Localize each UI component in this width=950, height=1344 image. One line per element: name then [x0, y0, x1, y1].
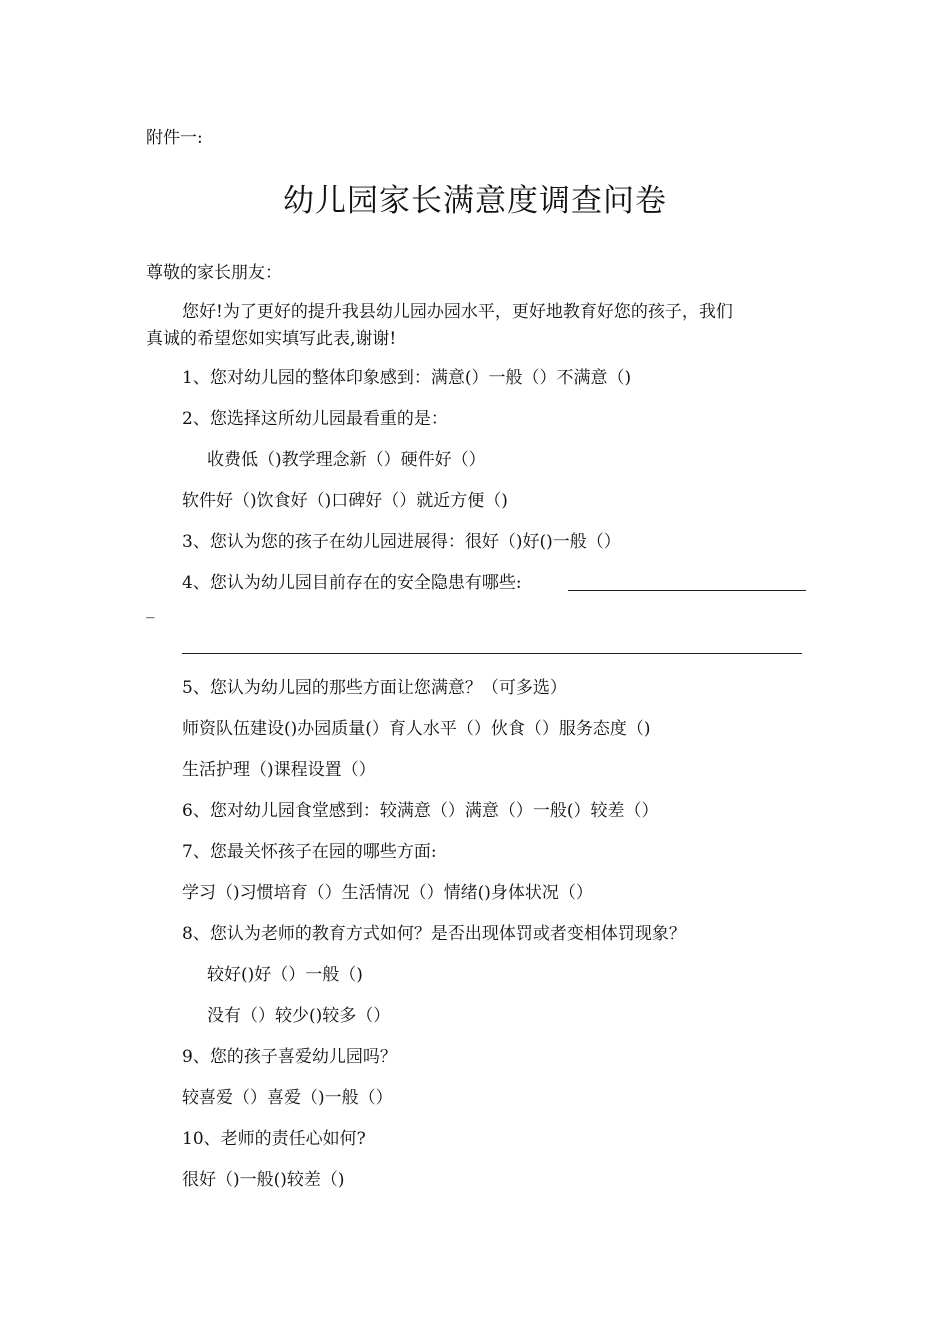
question-9: 9、您的孩子喜爱幼儿园吗？ [182, 1047, 397, 1067]
question-5: 5、您认为幼儿园的那些方面让您满意？（可多选） [182, 678, 567, 698]
salutation: 尊敬的家长朋友： [146, 263, 282, 283]
question-10-options: 很好（)一般()较差（) [182, 1170, 345, 1190]
question-2-options-a: 收费低（)教学理念新（）硬件好（） [207, 450, 486, 470]
question-5-options-a: 师资队伍建设()办园质量(）育人水平（）伙食（）服务态度（) [182, 719, 651, 739]
question-10: 10、老师的责任心如何? [182, 1129, 366, 1149]
answer-blank-line-1 [568, 590, 806, 591]
question-2-options-b: 软件好（)饮食好（)口碑好（）就近方便（) [182, 491, 508, 511]
question-6: 6、您对幼儿园食堂感到：较满意（）满意（）一般(）较差（） [182, 801, 659, 821]
question-5-options-b: 生活护理（)课程设置（） [182, 760, 376, 780]
question-8-options-a: 较好()好（）一般（) [207, 965, 363, 985]
question-8: 8、您认为老师的教育方式如何？是否出现体罚或者变相体罚现象？ [182, 924, 686, 944]
answer-blank-wrap: _ [146, 599, 155, 619]
question-1: 1、您对幼儿园的整体印象感到：满意(）一般（）不满意（) [182, 368, 632, 388]
question-9-options: 较喜爱（）喜爱（)一般（） [182, 1088, 393, 1108]
question-4: 4、您认为幼儿园目前存在的安全隐患有哪些: [182, 573, 522, 593]
question-2: 2、您选择这所幼儿园最看重的是： [182, 409, 448, 429]
intro-line-1: 您好!为了更好的提升我县幼儿园办园水平，更好地教育好您的孩子，我们 [182, 302, 733, 322]
question-7-options: 学习（)习惯培育（）生活情况（）情绪()身体状况（） [182, 883, 593, 903]
question-3: 3、您认为您的孩子在幼儿园进展得：很好（)好()一般（） [182, 532, 621, 552]
answer-blank-line-2 [182, 653, 802, 654]
page-title: 幼儿园家长满意度调查问卷 [283, 183, 667, 219]
question-8-options-b: 没有（）较少()较多（） [207, 1006, 391, 1026]
question-7: 7、您最关怀孩子在园的哪些方面: [182, 842, 437, 862]
attachment-label: 附件一: [146, 128, 203, 148]
intro-line-2: 真诚的希望您如实填写此表,谢谢! [146, 329, 397, 349]
